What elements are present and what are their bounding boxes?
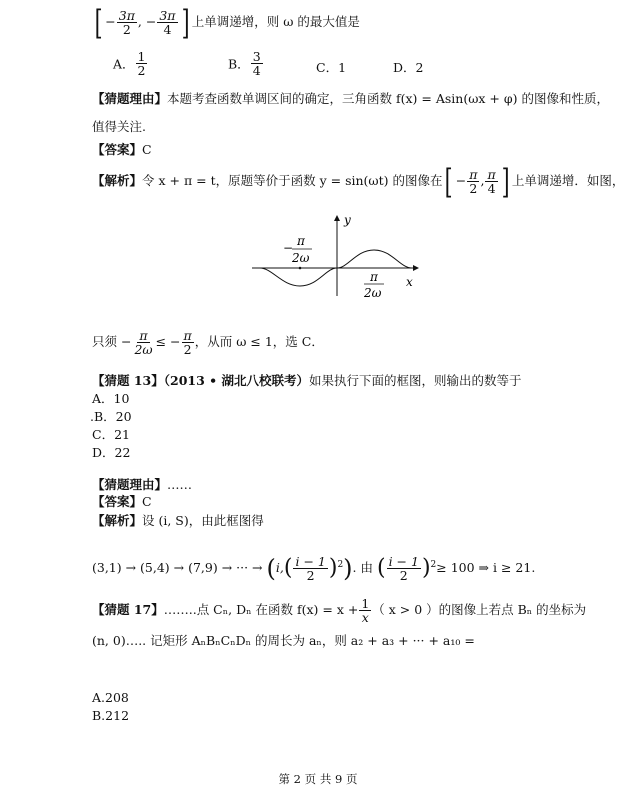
reason-2: 【猜题理由】…… bbox=[92, 477, 193, 492]
q13-option-b: .B．20 bbox=[90, 409, 132, 424]
question-13: 【猜题 13】（2013 • 湖北八校联考）如果执行下面的框图，则输出的数等于 bbox=[92, 373, 522, 388]
sequence-line: (3,1) → (5,4) → (7,9) → ··· → (i,( $\frac{i - 1}{2}$ )$^2$). 由 ( $\frac{i - 1}{2}$ )$^2$≥ 100 ⇒ i ≥ 21. bbox=[92, 554, 536, 584]
analysis-1: 【解析】令 x + π = t，原题等价于函数 y = sin(ωt) 的图像在[ − $\frac{\pi}{2}$ , $\frac{\pi}{4}$ ] 上单调递增．如图， bbox=[92, 161, 625, 202]
q1-stem: [ − $\frac{3\pi}{2}$ , − $\frac{3\pi}{4}$ ] 上单调递增，则 ω 的最大值是 bbox=[94, 2, 360, 43]
q13-option-c: C．21 bbox=[92, 427, 130, 442]
q1-option-d: D．2 bbox=[393, 60, 424, 75]
fraction: $\frac{3\pi}{4}$ bbox=[159, 8, 176, 37]
sine-graph bbox=[250, 212, 430, 302]
point-marker bbox=[299, 267, 302, 270]
x-axis-label: x bbox=[406, 275, 413, 289]
q13-option-d: D．22 bbox=[92, 445, 131, 460]
bracket-left: [ bbox=[94, 2, 103, 43]
answer-2: 【答案】C bbox=[92, 494, 152, 509]
left-tick-den: 2ω bbox=[292, 251, 310, 265]
q1-option-b: B． $\frac{3}{4}$ bbox=[228, 49, 261, 78]
analysis-2: 【解析】设 (i, S)，由此框图得 bbox=[92, 513, 264, 528]
question-17: 【猜题 17】……..点 Cₙ, Dₙ 在函数 f(x) = x + $\frac{1}{x}$ （ x > 0 ）的图像上若点 Bₙ 的坐标为 bbox=[92, 596, 587, 625]
answer-1: 【答案】C bbox=[92, 142, 152, 157]
q17-option-a: A.208 bbox=[92, 690, 129, 705]
page-footer: 第 2 页 共 9 页 bbox=[278, 772, 358, 786]
right-tick-den: 2ω bbox=[364, 286, 382, 300]
reason-1-cont: 值得关注. bbox=[92, 119, 146, 134]
q17-option-b: B.212 bbox=[92, 708, 130, 723]
q13-option-a: A．10 bbox=[92, 391, 130, 406]
q1-option-c: C．1 bbox=[316, 60, 347, 75]
fraction: $\frac{3\pi}{2}$ bbox=[118, 8, 135, 37]
question-17-cont: (n, 0)….. 记矩形 AₙBₙCₙDₙ 的周长为 aₙ，则 a₂ + a₃ + ··· + a₁₀ = bbox=[92, 633, 475, 648]
left-tick-sign: − bbox=[283, 241, 294, 255]
q1-option-a: A． $\frac{1}{2}$ bbox=[113, 49, 146, 78]
reason-1: 【猜题理由】本题考查函数单调区间的确定，三角函数 f(x) = Asin(ωx + φ) 的图像和性质， bbox=[92, 91, 609, 106]
y-axis-label: y bbox=[344, 213, 351, 227]
bracket-right: ] bbox=[181, 2, 190, 43]
right-tick-num: π bbox=[370, 270, 378, 284]
conclusion: 只须 − $\frac{\pi}{2\omega}$ ≤ − $\frac{\pi}{2}$ ，从而 ω ≤ 1，选 C． bbox=[92, 328, 324, 357]
left-tick-num: π bbox=[297, 234, 305, 248]
